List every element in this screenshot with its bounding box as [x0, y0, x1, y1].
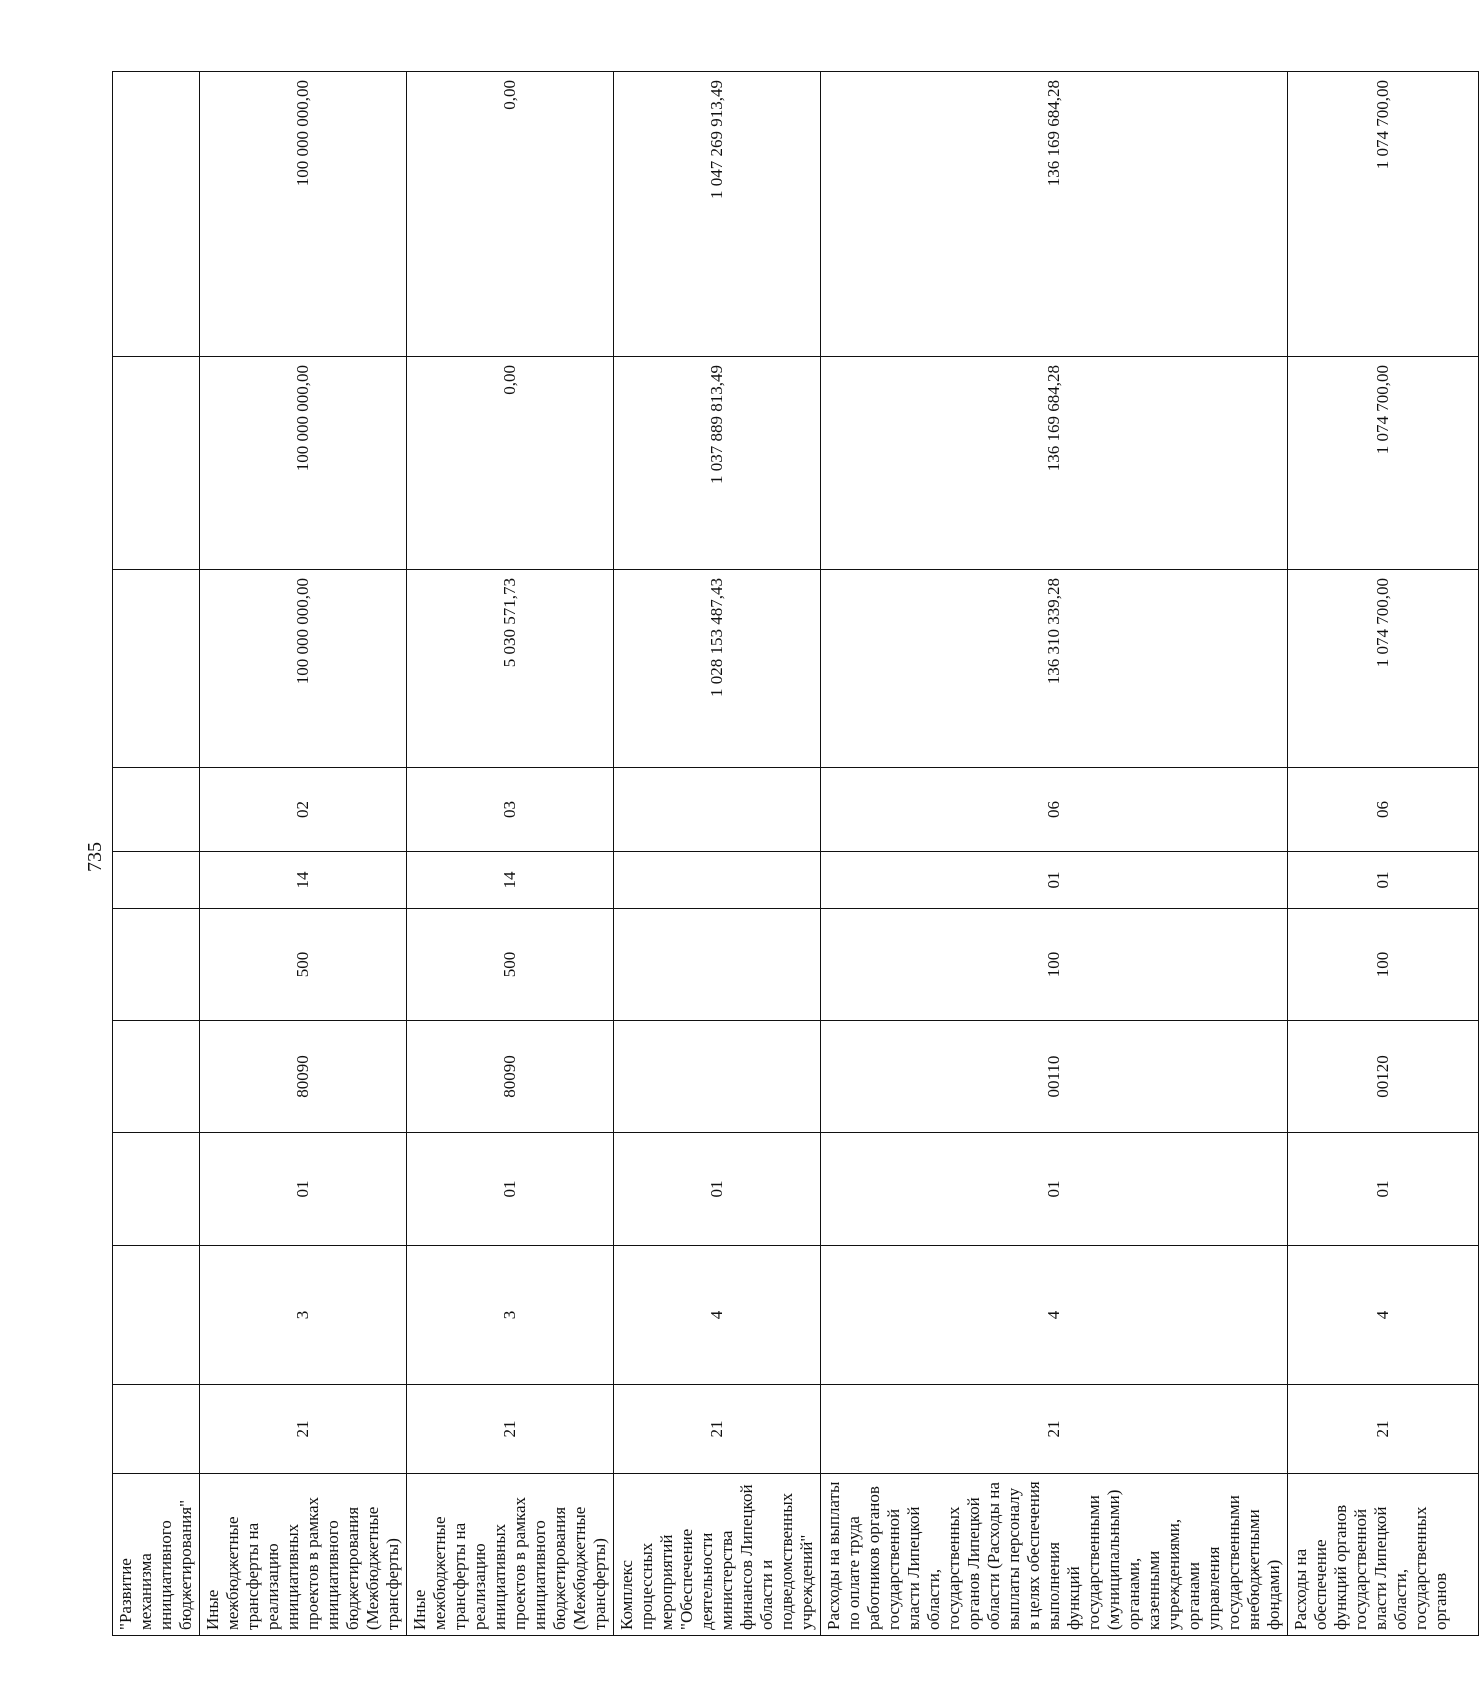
row-code: 21 [1288, 1385, 1479, 1474]
row-code [614, 1021, 821, 1133]
row-description: Расходы на выплаты по оплате труда работников органов государственной власти Липецкой области, государственных органов Липецкой области (Расходы на выплаты персоналу в целях обеспечения выполнения функций государственными (муниципальными) органами, казенными учреждениями, органами управления государственными внебюджетными фондами) [821, 1474, 1288, 1636]
row-code: 100 [821, 909, 1288, 1021]
row-amount [113, 72, 200, 357]
row-code: 100 [1288, 909, 1479, 1021]
row-amount: 1 074 700,00 [1288, 357, 1479, 570]
row-amount: 1 047 269 913,49 [614, 72, 821, 357]
row-code [113, 768, 200, 852]
row-code [113, 909, 200, 1021]
table-row [1288, 72, 1479, 1636]
row-code: 21 [821, 1385, 1288, 1474]
row-code: 01 [1288, 852, 1479, 909]
row-amount: 136 169 684,28 [821, 357, 1288, 570]
row-code: 01 [614, 1133, 821, 1246]
row-amount: 100 000 000,00 [200, 357, 407, 570]
row-amount: 1 037 889 813,49 [614, 357, 821, 570]
row-amount: 5 030 571,73 [407, 570, 614, 768]
table-row [614, 72, 821, 1636]
row-code: 01 [1288, 1133, 1479, 1246]
row-code: 14 [407, 852, 614, 909]
row-code: 01 [821, 852, 1288, 909]
row-code: 01 [407, 1133, 614, 1246]
row-code: 06 [1288, 768, 1479, 852]
row-code [113, 1246, 200, 1385]
row-code [113, 852, 200, 909]
budget-table-sheet [112, 72, 1450, 1636]
row-code: 500 [407, 909, 614, 1021]
row-code: 03 [407, 768, 614, 852]
row-code: 02 [200, 768, 407, 852]
row-code: 06 [821, 768, 1288, 852]
row-code: 01 [821, 1133, 1288, 1246]
row-code: 80090 [407, 1021, 614, 1133]
row-amount: 136 310 339,28 [821, 570, 1288, 768]
row-code: 21 [407, 1385, 614, 1474]
row-description: "Развитие механизма инициативного бюджетирования" [113, 1474, 200, 1636]
row-amount: 100 000 000,00 [200, 570, 407, 768]
row-code: 14 [200, 852, 407, 909]
row-code: 4 [614, 1246, 821, 1385]
row-code: 500 [200, 909, 407, 1021]
row-amount: 136 169 684,28 [821, 72, 1288, 357]
row-code: 01 [200, 1133, 407, 1246]
row-amount: 1 028 153 487,43 [614, 570, 821, 768]
row-code [113, 1385, 200, 1474]
row-code [614, 852, 821, 909]
table-row [821, 72, 1288, 1636]
row-code: 21 [614, 1385, 821, 1474]
page-number: 735 [84, 842, 106, 872]
budget-table [112, 71, 1479, 1636]
row-code: 4 [821, 1246, 1288, 1385]
row-code: 00110 [821, 1021, 1288, 1133]
row-code: 80090 [200, 1021, 407, 1133]
row-code [614, 768, 821, 852]
row-code: 3 [407, 1246, 614, 1385]
row-code [113, 1133, 200, 1246]
row-amount: 1 074 700,00 [1288, 72, 1479, 357]
row-code: 21 [200, 1385, 407, 1474]
row-code: 3 [200, 1246, 407, 1385]
table-row [407, 72, 614, 1636]
row-amount: 0,00 [407, 357, 614, 570]
row-code [113, 1021, 200, 1133]
row-amount [113, 357, 200, 570]
row-code [614, 909, 821, 1021]
table-row [200, 72, 407, 1636]
row-description: Иные межбюджетные трансферты на реализацию инициативных проектов в рамках инициативного бюджетирования (Межбюджетные трансферты) [407, 1474, 614, 1636]
row-amount: 1 074 700,00 [1288, 570, 1479, 768]
row-amount [113, 570, 200, 768]
row-description: Расходы на обеспечение функций органов государственной власти Липецкой области, государственных органов [1288, 1474, 1479, 1636]
row-description: Иные межбюджетные трансферты на реализацию инициативных проектов в рамках инициативного бюджетирования (Межбюджетные трансферты) [200, 1474, 407, 1636]
table-row [113, 72, 200, 1636]
row-code: 00120 [1288, 1021, 1479, 1133]
row-description: Комплекс процессных мероприятий "Обеспечение деятельности министерства финансов Липецкой области и подведомственных учреждений" [614, 1474, 821, 1636]
row-amount: 100 000 000,00 [200, 72, 407, 357]
row-amount: 0,00 [407, 72, 614, 357]
row-code: 4 [1288, 1246, 1479, 1385]
